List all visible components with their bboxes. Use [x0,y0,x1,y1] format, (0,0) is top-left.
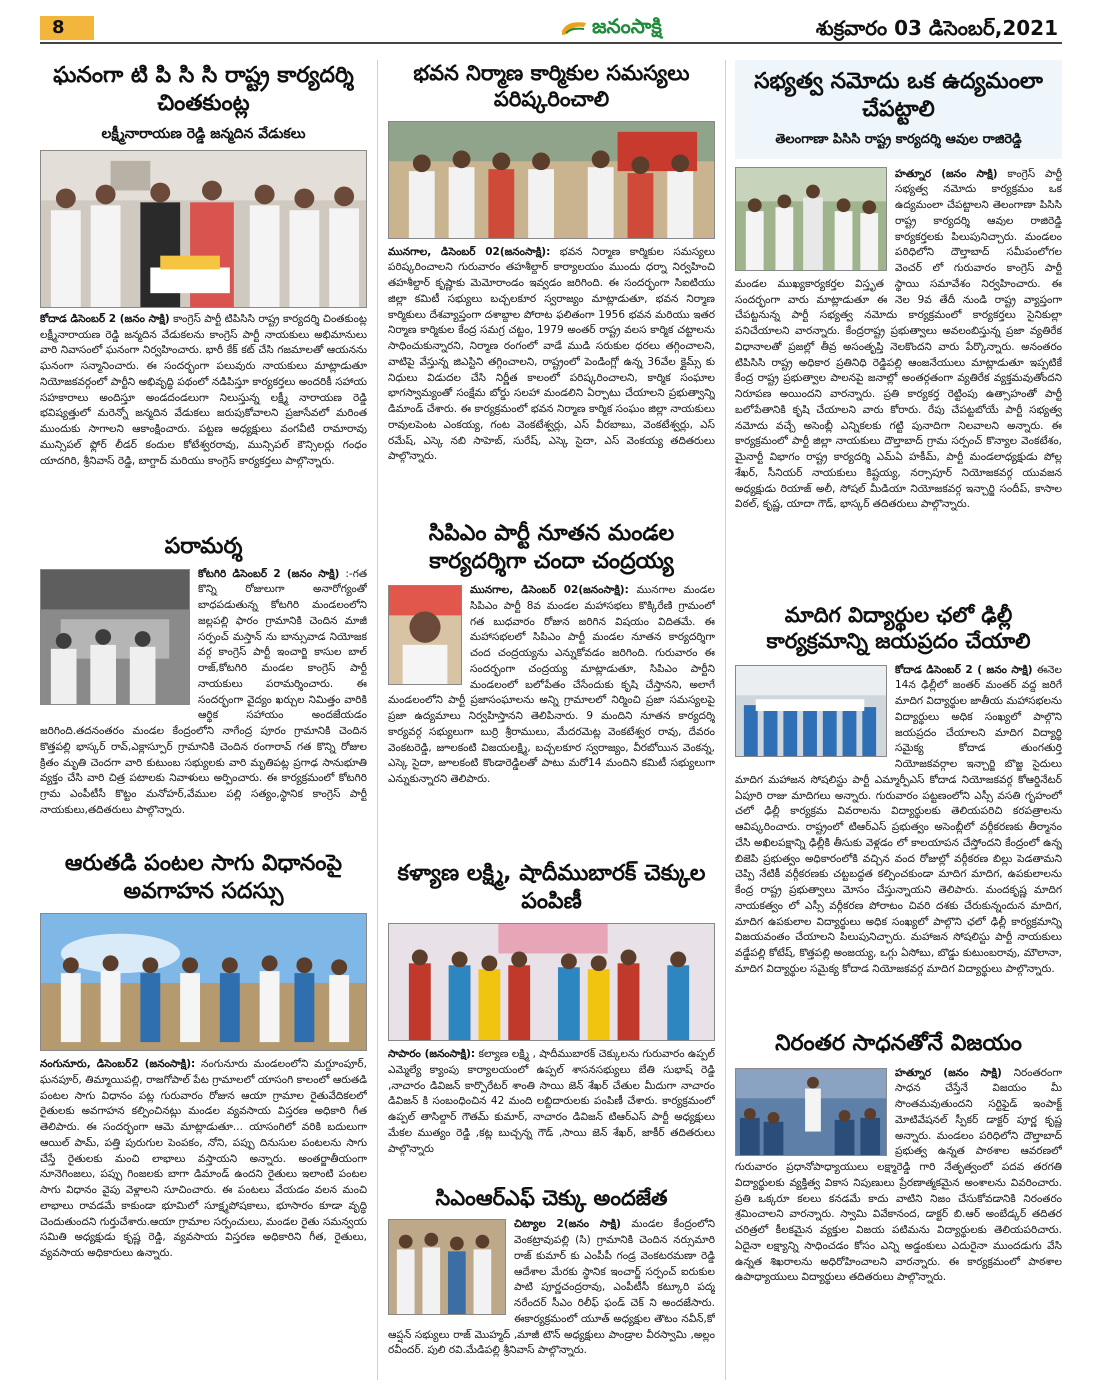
condolence-photo [40,569,190,705]
article-cmrf-cheque [388,1185,715,1390]
article-headline: ఘనంగా టి పి సి సి రాష్ట్ర కార్యదర్శి చింతకుంట్ల [53,63,354,116]
article-dateline: చిట్యాల 2(జనం సాక్షి) [514,1218,621,1231]
students-rally-photo [735,665,887,757]
article-headline: నిరంతర సాధనతోనే విజయం [775,1031,1022,1056]
headline-box [735,60,1062,159]
article-dateline: మునగాల, డిసెంబర్ 02(జనంసాక్షి): [470,584,629,596]
page-number: 8 [40,16,94,40]
article-text: కల్యాణ లక్ష్మి , షాదీముబారక్ చెక్కులను గురువారం ఉప్పల్ ఎమ్మెల్యే క్యాంపు కార్యాలయంలో ఉప్పల్ శాసనసభ్యులు బేతి సుభాష్ రెడ్డి ,నాచారం డివిజన్ కార్పొరేటర్ శాంతి సాయి జెన్ శేఖర్ చేతుల మీదుగా నాచారం డివిజన్ కి సంబంధించిన 42 మంది లబ్దిదారులకు పంపిణీ చేశారు. కార్యక్రమంలో ఉప్పల్ తాసిల్దార్ గౌతమ్ కుమార్, నాచారం డివిజన్ టిఆర్ఎస్ పార్టీ అధ్యక్షులు మేకల ముత్యం రెడ్డి ,కట్ల బుచ్చన్న గౌడ్ ,సాయి జెన్ శేఖర్, జాకీర్ తదితరులు పాల్గొన్నారు [388,1048,715,1155]
issue-date: శుక్రవారం 03 డిసెంబర్,2021 [815,16,1058,40]
article-text: భవన నిర్మాణ కార్మికుల సమస్యలు పరిష్కరించాలని గురువారం తహశీల్దార్ కార్యాలయం ముందు ధర్నా నిర్వహించి తహశీల్దార్ కృష్ణాకు మెమోరాండం ఇవ్వడం జరిగింది. ఈ సందర్భంగా సిఐటియు జిల్లా కమిటీ సభ్యులు బచ్చలకూర స్వరాజ్యం మాట్లాడుతూ, భవన నిర్మాణ కార్మికులు దేశవ్యాప్తంగా దశాబ్దాల పోరాట ఫలితంగా 1956 భవన మరియు ఇతర నిర్మాణ కార్మికుల కేంద్ర సమగ్ర చట్టం, 1979 అంతర్ రాష్ట్ర వలస కార్మిక చట్టాలను సాధించుకున్నారని, నిర్మాణ రంగంలో వాడే ముడి సరుకుల ధరలు తగ్గించాలని, వాటిపై వేస్తున్న జిఎస్టిని తగ్గించాలని, రాష్ట్రంలో పెండింగ్లో ఉన్న 36వేల క్లైమ్స్ కు నిధులు విడుదల చేసి నిర్ణీత కాలంలో పరిష్కరించాలని, కార్మిక సంఘాల భాగస్వామ్యంతో సంక్షేమ బోర్డు సలహా మండలిని ఏర్పాటు చేయాలని ప్రభుత్వాన్ని డిమాండ్ చేశారు. ఈ కార్యక్రమంలో భవన నిర్మాణ కార్మిక సంఘం జిల్లా నాయకులు రావులపెంట ఎంకయ్య, గంట వెంకటేశ్వర్లు, ఎస్ వీరబాబు, వెంకటేశ్వర్లు, ఎస్ రమేష్, ఎస్కె నబి సాహెబ్, సురేష్, ఎస్కె సైదా, ఎస్ వెంకయ్య తదితరులు పాల్గొన్నారు. [388,245,715,463]
article-dateline: కోదాడ డిసెంబర్ 2 ( జనం సాక్షి) [895,663,1033,676]
column-divider [725,60,726,1380]
article-farming-awareness [40,850,367,1390]
article-dateline: నంగునూరు, డిసెంబర్2 (జనంసాక్షి): [40,1058,196,1070]
article-subhead: తెలంగాణా పిసిసి రాష్ట్ర కార్యదర్శి ఆవుల రాజిరెడ్డి [775,132,1022,147]
article-headline: ఆరుతడి పంటల సాగు విధానంపై అవగాహన సదస్సు [64,851,343,904]
article-text: :-గత కొన్ని రోజులుగా అనారోగ్యంతో బాధపడుతున్న కోటగిరి మండలంలోని జల్లపల్లి ఫారం గ్రామానికి చెందిన మాజీ సర్పంచ్ మస్తాన్ ను బాన్సువాడ నియోజక వర్గ కాంగ్రెస్ పార్టీ ఇంచార్జి కాసుల బాల్ రాజ్,కోటగిరి మండల కాంగ్రెస్ పార్టీ నాయకులు పరామర్శించారు. ఈ సందర్భంగా వైద్యం ఖర్చుల నిమిత్తం వారికి ఆర్థిక సహాయం అందజేయడం జరిగింది.తదనంతరం మండల కేంద్రంలోని నాగేంద్ర పూరం గ్రామానికి చెందిన కొత్తపల్లి భాస్కర్ రావ్,ఎక్లాస్పూర్ గ్రామానికి చెందిన రంగారావ్ గత కొన్ని రోజుల క్రితం మృతి చెందగా వారి కుటుంబ సభ్యులకు వారి మృతిపట్ల ప్రగాఢ సానుభూతి వ్యక్తం చేసి వారి చిత్ర పటాలకు నివాళులు అర్పించారు. ఈ కార్యక్రమంలో కోటగిరి గ్రామ ఎంపీటీసీ కొట్టం మనోహర్,వేముల పల్లి సత్యం,స్థానిక కాంగ్రెస్ పార్టీ నాయకులు,తదితరులు పాల్గొన్నారు. [40,567,367,816]
meeting-photo [735,167,887,271]
article-dateline: హత్నూర (జనం సాక్షి) [895,1066,1002,1079]
article-body [388,245,715,466]
article-text: నంగునూరు మండలంలోని మగ్దూంపూర్, ఘనపూర్, తిమ్మాయిపల్లి, రాజగోపాల్ పేట గ్రామాలలో యాసంగి కాలంలో ఆరుతడి పంటల సాగు విధానం పట్ల గురువారం రోజున ఆయా గ్రామాల రైతువేదికలలో రైతులకు అవగాహన కల్పించినట్లు మండల వ్యవసాయ విస్తరణ అధికారి గీత తెలిపారు. ఈ సందర్భంగా ఆమె మాట్లాడుతూ... యాసంగిలో వరికి బదులుగా ఆయిల్ పామ్, పత్తి పురుగుల పెంపకం, నోని, పప్పు దినుసుల పంటలను సాగు చేస్తే రైతులకు మంచి లాభాలు వస్తాయని అన్నారు. అంతర్జాతీయంగా నూనెగింజలు, పప్పు గింజలకు బాగా డిమాండ్ ఉందని రైతులు ఇలాంటి పంటల సాగు విధానం వైపు వెళ్లాలని సూచించారు. ఈ పంటలు వేయడం వలన మంచి లాభాలు రావడమే కాకుండా భూమిలో సూక్ష్మపోషకాలు, భూసారం కూడా వృద్ధి చెందుతుందని గుర్తుచేశారు.ఆయా గ్రామాల సర్పంచులు, మండల రైతు సమన్వయ సమితి అధ్యక్షుడు కృష్ణ రెడ్డి, వ్యవసాయ విస్తరణ అధికారిని గీత, రైతులు, వ్యవసాయ అధికారులు ఉన్నారు. [40,1058,367,1259]
article-dateline: హత్నూర (జనం సాక్షి) [895,167,998,180]
article-body [40,312,367,470]
article-body [40,1057,367,1262]
masthead [560,14,662,42]
article-text: మండల కేంద్రంలోని వెంకట్రావుపల్లి (సి) గ్రామానికి చెందిన నర్సుమారి రాజ్ కుమార్ కు ఎంపీపీ గండ్ర వెంకటరమణా రెడ్డి ఆదేశాల మేరకు స్థానిక ఇంచార్జ్ సర్పంచ్ ఐరుకుల పాటి పూర్ణచంద్రరావు, ఎంపీటీసీ కట్కూరి పద్మ నరేందర్ సీఎం రిలీఫ్ ఫండ్ చెక్ ని అందజేసారు. ఈకార్యక్రమంలో యూత్ అధ్యక్షుల తౌటం నవీన్,కో ఆప్షన్ సభ్యులు రాజ్ మొహ్మద్ ,మాజీ టౌన్ అధ్యక్షులు పాండ్రాల వీరస్వామి ,అల్లం రవీందర్. పులి రవి.మేడిపల్లి శ్రీనివాస్ పాల్గొన్నారు. [388,1218,715,1357]
article-dateline: సాపారం (జనంసాక్షి): [388,1048,476,1060]
motivational-session-photo [735,1068,887,1156]
article-headline: సభ్యత్వ నమోదు ఒక ఉద్యమంలా చేపట్టాలి [754,69,1043,122]
column-left [40,60,367,1390]
farming-photo [40,913,367,1051]
article-subhead: లక్ష్మీనారాయణ రెడ్డి జన్మదిన వేడుకలు [101,126,306,142]
article-madiga-students [735,602,1062,1027]
article-text: కాంగ్రెస్ పార్టీ సభ్యత్వ నమోదు కార్యక్రమం ఒక ఉద్యమంలా చేపట్టాలని తెలంగాణా పిసిసి రాష్ట్ర కార్యదర్శి ఆవుల రాజిరెడ్డి కార్యకర్తలకు పిలుపునిచ్చారు. మండలం పరిధిలోని దౌల్తాబాద్ సమీపంలోగల వెంచర్ లో గురువారం కాంగ్రెస్ పార్టీ మండల ముఖ్యకార్యకర్తల విస్తృత స్థాయి సమావేశం నిర్వహించారు. ఈ సందర్భంగా వారు మాట్లాడుతూ ఈ నెల 9వ తేదీ నుండి రాష్ట్ర వ్యాప్తంగా చేపట్టనున్న పార్టీ సభ్యత్వ నమోదు కార్యక్రమంలో కార్యకర్తలు సైనికుల్లా పనిచేయాలని వారన్నారు. కేంద్రరాష్ట్ర ప్రభుత్వాలు అవలంబిస్తున్న ప్రజా వ్యతిరేక విధానాలతో ప్రజల్లో తీవ్ర అసంతృప్తి నెలకొందని వారు పేర్కొన్నారు. అనంతరం టిపిసిసి రాష్ట్ర అధికార ప్రతినిధి రెడ్డిపల్లి ఆంజనేయులు మాట్లాడుతూ ఇప్పటికే కేంద్ర రాష్ట్ర ప్రభుత్వాల పాలనపై జనాల్లో అంతర్గతంగా వ్యతిరేక వ్యక్తమవుతోందని నిరూపణ అయిందని వారన్నారు. ప్రతి కార్యకర్త రెట్టింపు ఉత్సాహంతో పార్టీ బలోపేతానికి కృషి చేయాలని వారు కోరారు. రేపు చేపట్టబోయే పార్టీ సభ్యత్వ నమోదు వచ్చే అసెంబ్లీ ఎన్నికలకు గట్టి పునాదిగా నిలవాలని అన్నారు. ఈ కార్యక్రమంలో పార్టీ జిల్లా నాయకులు దౌల్తాబాద్ గ్రామ సర్పంచ్ కొన్యాల వెంకటేశం, మైనార్టీ విభాగం రాష్ట్ర కార్యదర్శి ఎమ్ఏ హకీమ్, పార్టీ మండలాధ్యక్షుడు పోల్ల శేఖర్, సీనియర్ నాయకులు కిష్టయ్య, నర్సాపూర్ నియోజకవర్గ యువజన అధ్యక్షుడు రియాజ్ అలీ, సోషల్ మీడియా నియోజకవర్గ ఇన్చార్జి సందీప్, కాసాల విఠల్, కృష్ణ, యాదా గౌడ్, భాస్కర్ తదితరులు పాల్గొన్నారు. [735,167,1062,511]
workers-dharna-photo [388,121,715,239]
article-membership-drive [735,60,1062,600]
article-text: మునగాల మండల సిపిఎం పార్టీ 8వ మండల మహాసభలు కొక్కిరేణి గ్రామంలో గత బుధవారం రోజున జరిగిన విషయం విదితమే. ఈ మహాసభలలో సిపిఎం పార్టీ మండల నూతన కార్యదర్శిగా చంద చంద్రయ్యను ఎన్నుకోవడం జరిగింది. గురువారం ఈ సందర్భంగా చంద్రయ్య మాట్లాడుతూ, సిపిఎం పార్టీని మండలంలో బలోపేతం చేసేందుకు కృషి చేస్తానని, అలాగే మండలంలోని పార్టీ ప్రజాసంఘాలను అన్ని గ్రామాలలో నిర్మించి ప్రజా సమస్యలపై ప్రజా ఉద్యమాలు నిర్వహిస్తానని తెలిపినారు. 9 మందిని నూతన కార్యదర్శి కార్యవర్గ సభ్యులుగా బుర్రి శ్రీరాములు, మేదరమెట్ల వెంకటేశ్వర రావు, దేవరం వెంకటరెడ్డి, జూలకంటి విజయలక్ష్మి, బచ్చలకూర స్వరాజ్యం, వీరబోయిన వెంకన్న, ఎస్కె సైదా, జూలకంటి కొండారెడ్డిలతో పాటు మరో14 మందిని కమిటీ సభ్యులుగా ఎన్నుకున్నారని తెలిపారు. [388,584,715,785]
article-cpm-secretary [388,520,715,858]
hand-logo-icon [560,17,588,39]
article-headline: భవన నిర్మాణ కార్మికుల సమస్యలు పరిష్కరించాలి [413,61,690,112]
article-dateline: కోటగిరి డిసెంబర్ 2 (జనం సాక్షి) [198,567,340,580]
article-construction-workers [388,60,715,520]
article-headline: కళ్యాణ లక్ష్మి, షాదీముబారక్ చెక్కుల పంపిణీ [397,861,706,914]
article-text: కాంగ్రెస్ పార్టీ టిపిసిసి రాష్ట్ర కార్యదర్శి చింతకుంట్ల లక్ష్మీనారాయణ రెడ్డి జన్మదిన వేడుకలను కాంగ్రెస్ పార్టీ నాయకులు అభిమానులు వారి నివాసంలో ఘనంగా నిర్వహించారు. భారీ కేక్ కట్ చేసి గజమాలతో ఆయనను ఘనంగా సన్మానించారు. ఈ సందర్భంగా పలువురు నాయకులు మాట్లాడుతూ నియోజకవర్గంలో పార్టీని అభివృద్ధి పథంలో నడిపిస్తూ కార్యకర్తలు అందరికీ సహాయ సహకారాలు అందిస్తూ అండదండలుగా నిలుస్తున్న లక్ష్మీ నారాయణ రెడ్డి భవిష్యత్తులో మరెన్నో జన్మదిన వేడుకలు జరుపుకోవాలని ప్రజాసేవలో మరింత ముందుకు సాగాలని ఆకాంక్షించారు. పట్టణ అధ్యక్షులు వంగవీటి రామారావు మున్సిపల్ ఫ్లోర్ లీడర్ కందుల కోటేశ్వరరావు, మున్సిపల్ కౌన్సిలర్లు గంధం యాదగిరి, శ్రీనివాస్ రెడ్డి, బాగ్దాద్ మరియు కాంగ్రెస్ కార్యకర్తలు పాల్గొన్నారు. [40,312,367,467]
cmrf-photo [388,1219,506,1315]
article-body [388,1047,715,1157]
column-right [735,60,1062,1390]
birthday-photo [40,150,367,308]
article-condolence [40,533,367,850]
article-kalyana-lakshmi [388,860,715,1185]
column-divider [377,60,378,1380]
article-dateline: మునగాల, డిసెంబర్ 02(జనంసాక్షి): [388,245,551,258]
secretary-portrait [388,585,462,685]
page-header [40,14,1062,44]
article-text: ఈనెల 14న ఢిల్లీలో జంతర్ మంతర్ వద్ద జరిగే మాదిగ విద్యార్థుల జాతీయ మహాసభలను విద్యార్థులు అధిక సంఖ్యలో పాల్గొని జయప్రదం చేయాలని మాదిగ విద్యార్థి సమైక్య కోదాడ తుంగతుర్తి నియోజకవర్గాల ఇన్చార్జి బొజ్జ సైదులు మాదిగ మహాజన సోషలిస్టు పార్టీ ఎమ్మార్పీఎస్ కోదాడ నియోజకవర్గ కోఆర్డినేటర్ ఏపూరి రాజు మాదిగలు అన్నారు. గురువారం పట్టణంలోని ఎస్సీ వసతి గృహంలో చలో ఢిల్లీ కార్యక్రమ వివరాలను విద్యార్థులకు తెలియపరిచి కరపత్రాలను ఆవిష్కరించారు. రాష్ట్రంలో టిఆర్ఎస్ ప్రభుత్వం అసెంబ్లీలో వర్గీకరణకు తీర్మానం చేసి అఖిలపక్షాన్ని ఢిల్లీకి తీసుకు వెళ్లడం లో కాలయాపన చేస్తోందని కేంద్రంలో ఉన్న బిజెపి ప్రభుత్వం అధికారంలోకి వచ్చిన వంద రోజుల్లో వర్గీకరణ బిల్లు పెడతామని చెప్పి నేటికీ వర్గీకరణకు చట్టబద్ధత కల్పించకుండా మాదిగ మాదిగ, ఉపకులాలను కేంద్ర రాష్ట్ర ప్రభుత్వాలు మోసం చేస్తున్నాయని తెలిపారు. మందకృష్ణ మాదిగ నాయకత్వం లో ఎస్సీ వర్గీకరణ పోరాటం చివరి దశకు చేరుకున్నందున మాదిగ, మాదిగ ఉపకులాల విద్యార్థులు అధిక సంఖ్యలో పాల్గొని ఛలో ఢిల్లీ కార్యక్రమాన్ని విజయవంతం చేయాలని పిలుపునిచ్చారు. మహాజన సోషలిస్టు పార్టీ నాయకులు వడ్డేపల్లి కోటేష్, కొత్తపల్లి అంజయ్య, ఒగ్గు ఏసోబు, బొడ్డు కుటుంబరావు, మౌలానా, మాదిగ విద్యార్థుల సమైక్య కోదాడ నియోజకవర్గ మాదిగ విద్యార్థులు పాల్గొన్నారు. [735,663,1062,975]
article-headline: మాదిగ విద్యార్థుల ఛలో ఢిల్లీ కార్యక్రమాన్ని జయప్రదం చేయాలి [766,603,1031,654]
article-dateline: కోదాడ డిసెంబర్ 2 (జనం సాక్షి) [40,312,170,325]
article-birthday [40,60,367,535]
article-practice-success [735,1030,1062,1390]
article-headline: సిపిఎం పార్టీ నూతన మండల కార్యదర్శిగా చందా చంద్రయ్య [428,521,675,574]
paper-name: జనంసాక్షి [592,13,662,38]
column-center [388,60,715,1390]
cheque-distribution-photo [388,923,715,1041]
article-headline: పరామర్శ [164,534,243,559]
article-headline: సిఎంఆర్ఎఫ్ చెక్కు అందజేత [435,1186,668,1210]
article-text: నిరంతరంగా సాధన చేస్తేనే విజయం మీ సొంతమవుతుందని సర్టిఫైడ్ ఇంపాక్ట్ మోటివేషనల్ స్పీకర్ డాక్టర్ పూర్ణ కృష్ణ అన్నారు. మండలం పరిధిలోని దౌల్తాబాద్ ప్రభుత్వ ఉన్నత పాఠశాల ఆవరణలో గురువారం ప్రధానోపాధ్యాయులు లక్ష్మారెడ్డి గారి నేతృత్వంలో పదవ తరగతి విద్యార్థులకు వ్యక్తిత్వ వికాస నిపుణులు ప్రేరణాత్మకమైన అంశాలను వివరించారు. ప్రతి ఒక్కరూ కలలు కనడమే కాదు వాటిని నిజం చేసుకోవడానికి నిరంతరం శ్రమించాలని వారన్నారు. స్వామి వివేకానంద, డాక్టర్ బి.ఆర్ అంబేడ్కర్ తదితర చరిత్రలో కీలకమైన వ్యక్తుల విజయ పటిమను విద్యార్థులకు తెలియపరిచారు. ఏదైనా లక్ష్యాన్ని సాధించడం కోసం ఎన్ని అడ్డంకులు ఎదురైనా ముందడుగు వేసి ఉన్నత శిఖరాలను అధిరోహించాలని వారన్నారు. ఈ కార్యక్రమంలో పాఠశాల ఉపాధ్యాయులు విద్యార్థులు తదితరులు పాల్గొన్నారు. [735,1066,1062,1284]
